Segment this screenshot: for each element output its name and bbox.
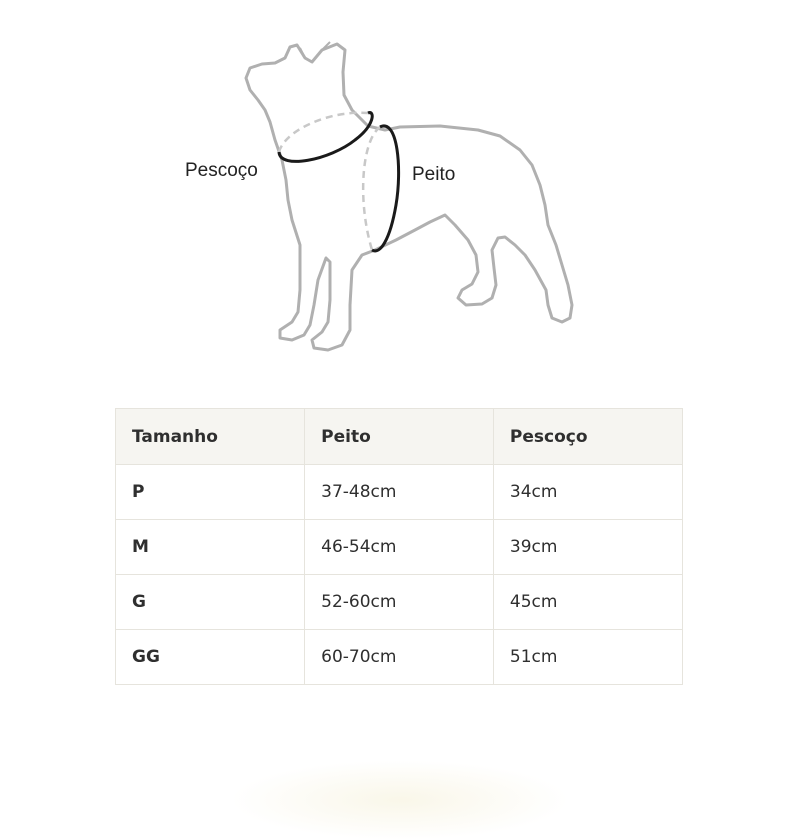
chest-cell: 60-70cm [305,630,494,685]
neck-cell: 51cm [493,630,682,685]
table-header-row [116,409,683,465]
size-cell: G [116,575,305,630]
header-size: Tamanho [116,409,305,465]
chest-cell: 52-60cm [305,575,494,630]
size-cell: M [116,520,305,575]
table-row [116,465,683,520]
header-chest: Peito [305,409,494,465]
neck-label: Pescoço [185,160,258,181]
neck-cell: 34cm [493,465,682,520]
chest-label: Peito [412,164,456,185]
neck-cell: 39cm [493,520,682,575]
chest-cell: 37-48cm [305,465,494,520]
table-row [116,630,683,685]
size-chart-table [115,408,683,685]
table-row [116,520,683,575]
dog-measurement-illustration [0,0,800,370]
neck-cell: 45cm [493,575,682,630]
size-cell: P [116,465,305,520]
dog-outline [246,44,572,350]
size-cell: GG [116,630,305,685]
table-row [116,575,683,630]
chest-cell: 46-54cm [305,520,494,575]
header-neck: Pescoço [493,409,682,465]
bottom-glow-decoration [230,760,570,840]
